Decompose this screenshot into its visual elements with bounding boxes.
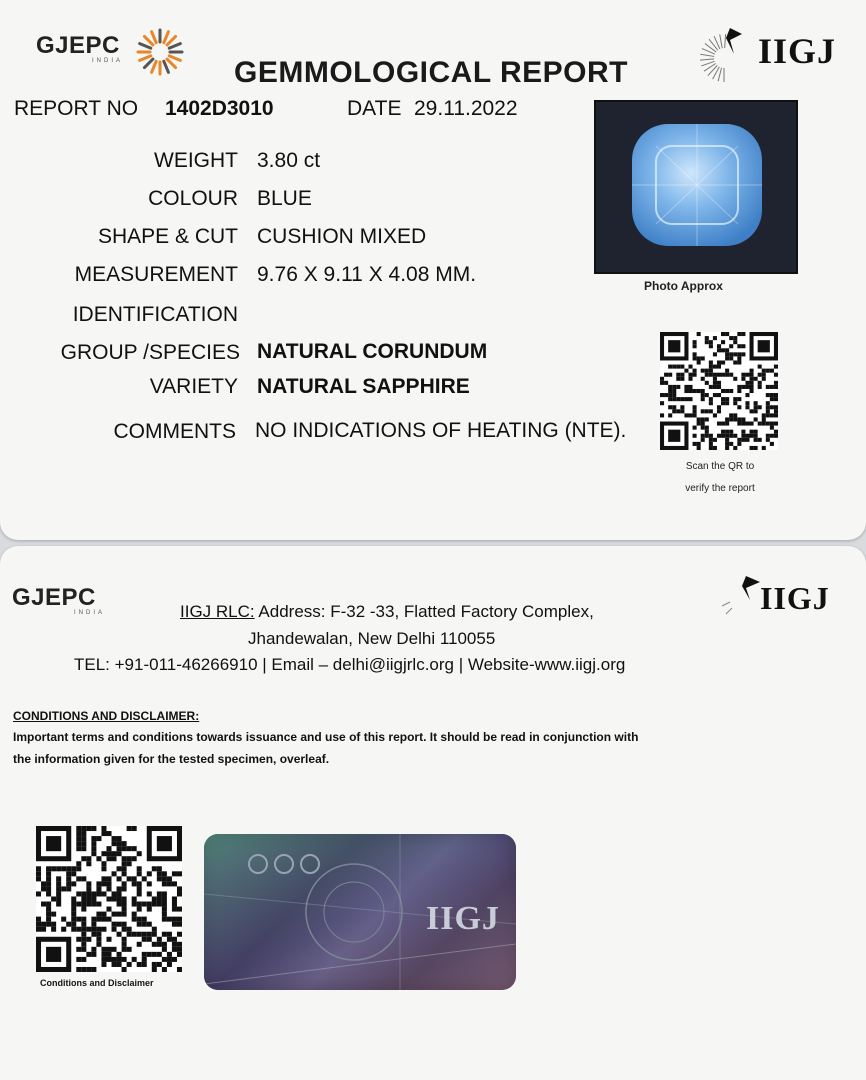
back-iigj-burst-icon: [720, 572, 764, 616]
hologram-iigj-text: IIGJ: [426, 900, 500, 937]
report-no-value: 1402D3010: [165, 97, 274, 120]
weight-value: 3.80 ct: [257, 149, 321, 172]
address-line2: Jhandewalan, New Delhi 110055: [248, 629, 496, 648]
qr-caption-line1: Scan the QR to: [685, 461, 755, 472]
group-species-value: NATURAL CORUNDUM: [257, 340, 488, 363]
photo-caption: Photo Approx: [644, 279, 723, 293]
verification-qr-code[interactable]: [660, 332, 778, 450]
report-no-label: REPORT NO: [14, 97, 139, 120]
back-iigj-logo-text: IIGJ: [760, 580, 830, 616]
gem-photo: [594, 100, 798, 274]
security-hologram: [204, 834, 516, 990]
report-title: GEMMOLOGICAL REPORT: [234, 56, 628, 89]
conditions-qr-code[interactable]: [36, 826, 182, 972]
comments-value: NO INDICATIONS OF HEATING (NTE).: [255, 419, 627, 442]
weight-label: WEIGHT: [154, 149, 238, 172]
measurement-label: MEASUREMENT: [74, 263, 238, 286]
shape-cut-label: SHAPE & CUT: [97, 225, 238, 248]
conditions-line2: the information given for the tested specimen, overleaf.: [13, 752, 330, 766]
gjepc-sunburst-icon: [134, 26, 186, 78]
comments-label: COMMENTS: [113, 420, 236, 443]
back-gjepc-logo-subtext: INDIA: [74, 610, 106, 616]
group-species-label: GROUP /SPECIES: [60, 341, 240, 364]
report-back-card: [0, 546, 866, 1080]
iigj-logo-text: IIGJ: [758, 31, 837, 71]
measurement-value: 9.76 X 9.11 X 4.08 MM.: [257, 263, 477, 286]
gjepc-logo-subtext: INDIA: [92, 58, 124, 64]
back-gjepc-logo: [12, 584, 105, 616]
identification-label: IDENTIFICATION: [72, 303, 238, 326]
contact-line: TEL: +91-011-46266910 | Email – delhi@iigjrlc.org | Website-www.iigj.org: [74, 655, 626, 674]
colour-label: COLOUR: [148, 187, 238, 210]
conditions-title: CONDITIONS AND DISCLAIMER:: [13, 709, 200, 723]
address-org: IIGJ RLC:: [180, 602, 255, 621]
variety-label: VARIETY: [149, 375, 238, 398]
qr-caption-line2: verify the report: [685, 483, 755, 494]
qr-caption: [650, 456, 790, 500]
gem-image: [596, 102, 796, 272]
conditions-line1: Important terms and conditions towards issuance and use of this report. It should be read in conjunction with: [13, 730, 639, 744]
address-line1-text: Address: F-32 -33, Flatted Factory Complex,: [254, 602, 594, 621]
iigj-burst-icon: [690, 24, 752, 86]
shape-cut-value: CUSHION MIXED: [257, 225, 427, 248]
conditions-qr-caption: Conditions and Disclaimer: [40, 978, 154, 988]
back-gjepc-logo-text: GJEPC: [12, 584, 96, 611]
date-label: DATE: [347, 97, 402, 120]
colour-value: BLUE: [257, 187, 312, 210]
gjepc-logo-text: GJEPC: [36, 32, 120, 59]
address-line1: [180, 602, 594, 622]
date-value: 29.11.2022: [414, 97, 518, 120]
variety-value: NATURAL SAPPHIRE: [257, 375, 470, 398]
gjepc-logo: [36, 32, 123, 64]
